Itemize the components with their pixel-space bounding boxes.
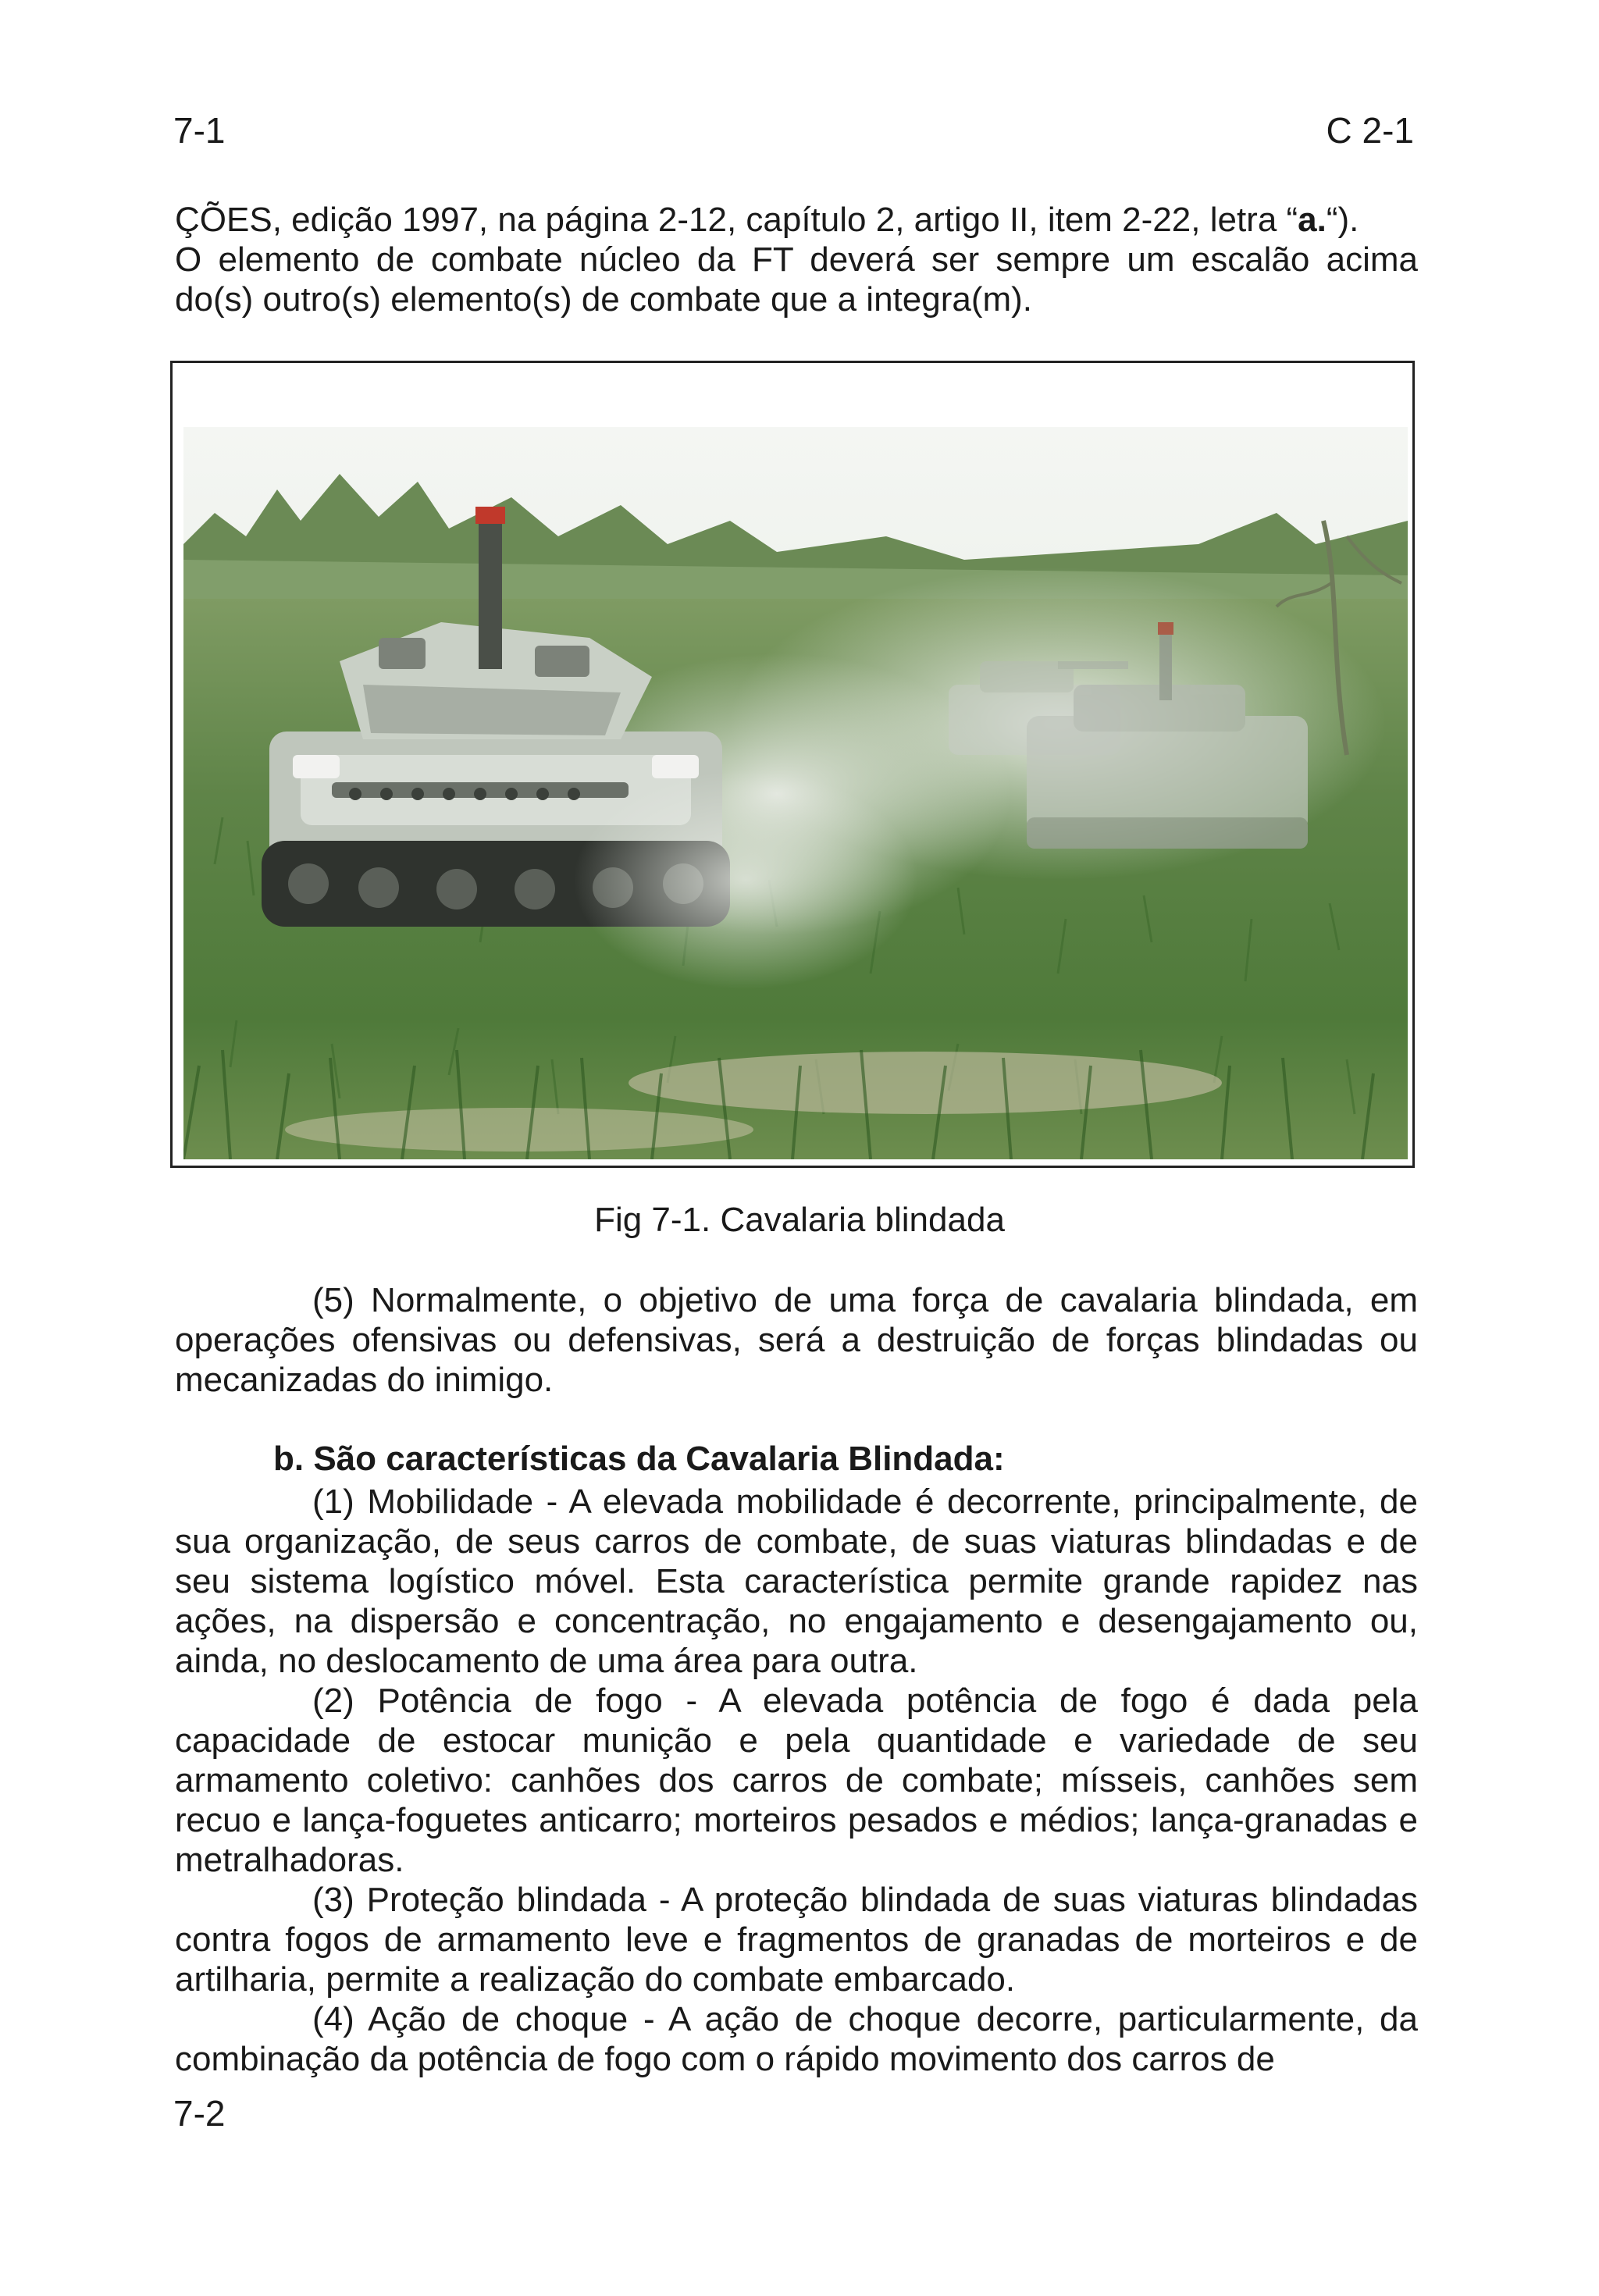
intro-line1-end: “). xyxy=(1326,201,1359,239)
intro-line1: ÇÕES, edição 1997, na página 2-12, capítulo 2, artigo II, item 2-22, letra “ xyxy=(175,201,1298,239)
page-header-right: C 2-1 xyxy=(1326,110,1414,151)
figure-frame xyxy=(170,361,1415,1168)
section-b xyxy=(175,1439,1418,2079)
characteristic-item: (2) Potência de fogo - A elevada potência de fogo é dada pela capacidade de estocar munição e pela quantidade e variedade de seu armamento coletivo: canhões dos carros de combate; mísseis, canhões sem recuo e lança-foguetes anticarro; morteiros pesados e médios; lança-granadas e metralhadoras. xyxy=(175,1682,1418,1879)
characteristic-item: (1) Mobilidade - A elevada mobilidade é decorrente, principalmente, de sua organização, de seus carros de combate, de suas viaturas blindadas e de seu sistema logístico móvel. Esta característica permite grande rapidez nas ações, na dispersão e concentração, no engajamento e desengajamento ou, ainda, no deslocamento de uma área para outra. xyxy=(175,1483,1418,1680)
paragraph-5-text: (5) Normalmente, o objetivo de uma força de cavalaria blindada, em operações ofensivas ou defensivas, será a destruição de forças blindadas ou mecanizadas do inimigo. xyxy=(175,1281,1418,1399)
intro-rest: O elemento de combate núcleo da FT deverá ser sempre um escalão acima do(s) outro(s) elemento(s) de combate que a integra(m). xyxy=(175,240,1418,319)
figure-caption: Fig 7-1. Cavalaria blindada xyxy=(594,1201,1005,1239)
characteristic-item: (4) Ação de choque - A ação de choque decorre, particularmente, da combinação da potência de fogo com o rápido movimento dos carros de xyxy=(175,2000,1418,2078)
intro-paragraph xyxy=(175,200,1418,319)
characteristic-item: (3) Proteção blindada - A proteção blindada de suas viaturas blindadas contra fogos de armamento leve e fragmentos de granadas de morteiros e de artilharia, permite a realização do combate embarcado. xyxy=(175,1881,1418,1999)
page-header-left: 7-1 xyxy=(173,110,226,151)
page-footer-number: 7-2 xyxy=(173,2093,226,2134)
paragraph-5 xyxy=(175,1280,1418,1400)
intro-bold-letter: a. xyxy=(1298,201,1327,239)
armored-cavalry-photo xyxy=(183,427,1408,1159)
section-b-heading: b. São características da Cavalaria Blindada: xyxy=(273,1440,1005,1478)
